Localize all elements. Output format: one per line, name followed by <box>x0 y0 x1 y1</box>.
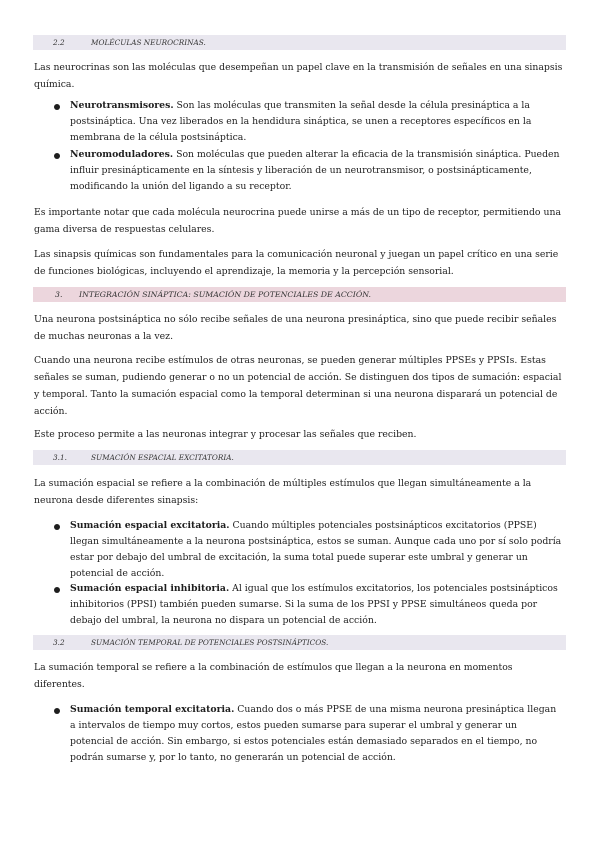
section-title: MOLÉCULAS NEUROCRINAS. <box>91 38 206 47</box>
paragraph: Las neurocrinas son las moléculas que desempeñan un papel clave en la transmisión de señales en una sinapsis química. <box>34 62 563 90</box>
list-item <box>70 147 562 195</box>
section-number: 2.2 <box>53 38 65 47</box>
bullet-dot <box>54 587 60 593</box>
list-item <box>70 518 562 582</box>
list-item-text: Son las moléculas que transmiten la señal desde la célula presináptica a la postsináptica. Una vez liberados en la hendidura sináptica, se unen a receptores específicos en la membrana de la célula postsináptica. <box>70 100 532 143</box>
paragraph: Este proceso permite a las neuronas integrar y procesar las señales que reciben. <box>34 429 417 440</box>
section-header-2-2 <box>33 35 566 50</box>
bullet-dot <box>54 524 60 530</box>
list-item <box>70 702 562 766</box>
section-title: SUMACIÓN ESPACIAL EXCITATORIA. <box>91 453 234 462</box>
section-header-3-1 <box>33 450 566 465</box>
bullet-dot <box>54 104 60 110</box>
section-header-3-2 <box>33 635 566 650</box>
list-item-term: Sumación espacial inhibitoria. <box>70 583 230 594</box>
section-title: SUMACIÓN TEMPORAL DE POTENCIALES POSTSINÁPTICOS. <box>91 638 329 647</box>
bullet-dot <box>54 708 60 714</box>
list-item-term: Neuromoduladores. <box>70 149 174 160</box>
paragraph: Una neurona postsináptica no sólo recibe señales de una neurona presináptica, sino que puede recibir señales de muchas neuronas a la vez. <box>34 314 557 342</box>
list-item-term: Neurotransmisores. <box>70 100 174 111</box>
paragraph: La sumación espacial se refiere a la combinación de múltiples estímulos que llegan simultáneamente a la neurona desde diferentes sinapsis: <box>34 478 532 506</box>
paragraph: Las sinapsis químicas son fundamentales para la comunicación neuronal y juegan un papel crítico en una serie de funciones biológicas, incluyendo el aprendizaje, la memoria y la percepción sensorial. <box>34 249 559 277</box>
section-number: 3. <box>55 290 63 299</box>
list-item <box>70 98 562 146</box>
list-item-text: Cuando múltiples potenciales postsinápticos excitatorios (PPSE) llegan simultáneamente a la neurona postsináptica, estos se suman. Aunque cada uno por sí solo podría estar por debajo del umbral de excitación, la suma total puede superar este umbral y generar un potencial de acción. <box>70 520 562 579</box>
list-item-term: Sumación espacial excitatoria. <box>70 520 230 531</box>
section-header-3 <box>33 287 566 302</box>
list-item-text: Son moléculas que pueden alterar la eficacia de la transmisión sináptica. Pueden influir presinápticamente en la síntesis y liberación de un neurotransmisor, o postsinápticamente, modificando la unión del ligando a su receptor. <box>70 149 560 192</box>
paragraph: Cuando una neurona recibe estímulos de otras neuronas, se pueden generar múltiples PPSEs y PPSIs. Estas señales se suman, pudiendo generar o no un potencial de acción. Se distinguen dos tipos de sumación: espacial y temporal. Tanto la sumación espacial como la temporal determinan si una neurona disparará un potencial de acción. <box>34 355 562 417</box>
paragraph: La sumación temporal se refiere a la combinación de estímulos que llegan a la neurona en momentos diferentes. <box>34 662 513 690</box>
list-item-text: Al igual que los estímulos excitatorios, los potenciales postsinápticos inhibitorios (PPSI) también pueden sumarse. Si la suma de los PPSI y PPSE simultáneos queda por debajo del umbral, la neurona no dispara un potencial de acción. <box>70 583 558 626</box>
list-item <box>70 581 562 629</box>
section-number: 3.2 <box>53 638 65 647</box>
list-item-text: Cuando dos o más PPSE de una misma neurona presináptica llegan a intervalos de tiempo muy cortos, estos pueden sumarse para superar el umbral y generar un potencial de acción. Sin embargo, si estos potenciales están demasiado separados en el tiempo, no podrán sumarse y, por lo tanto, no generarán un potencial de acción. <box>70 704 557 763</box>
section-title: INTEGRACIÓN SINÁPTICA: SUMACIÓN DE POTENCIALES DE ACCIÓN. <box>79 290 372 299</box>
list-item-term: Sumación temporal excitatoria. <box>70 704 235 715</box>
section-number: 3.1. <box>53 453 67 462</box>
bullet-dot <box>54 153 60 159</box>
paragraph: Es importante notar que cada molécula neurocrina puede unirse a más de un tipo de receptor, permitiendo una gama diversa de respuestas celulares. <box>34 207 561 235</box>
